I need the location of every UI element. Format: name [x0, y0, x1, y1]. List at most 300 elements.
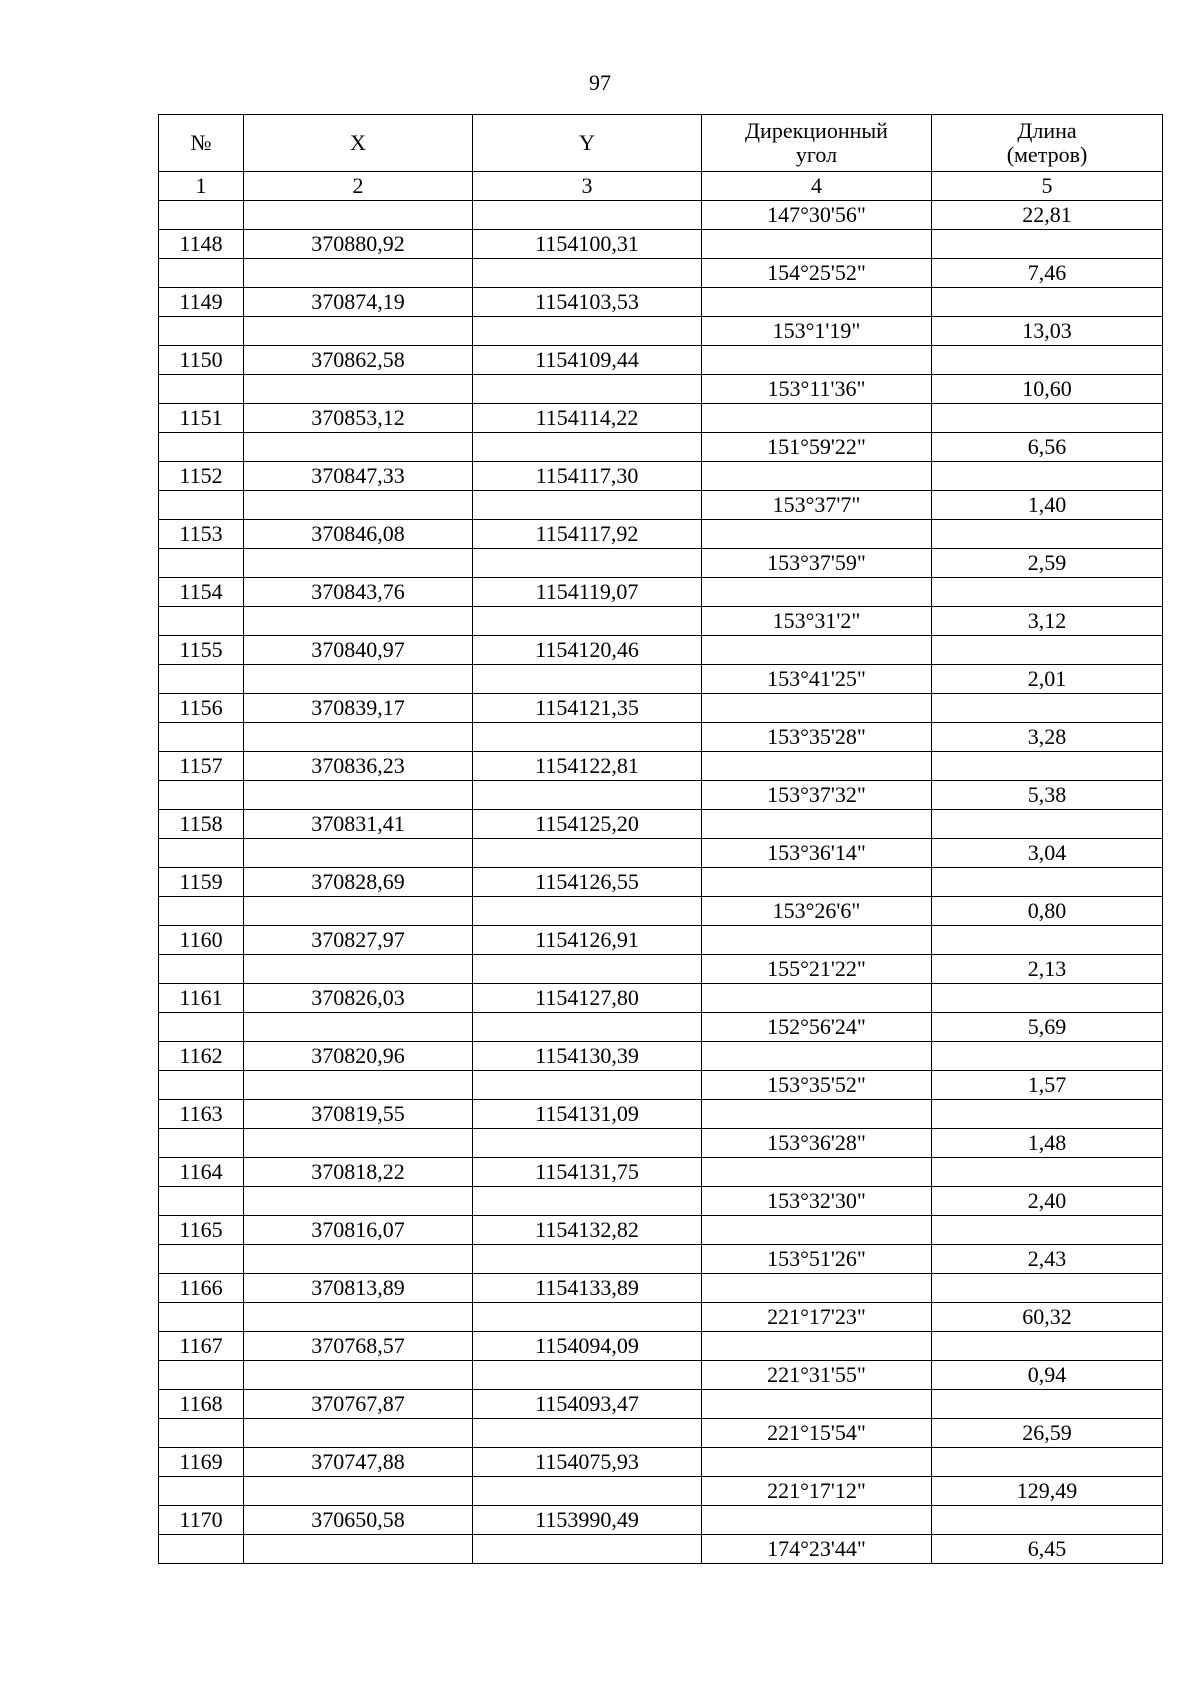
cell-number: 1150: [159, 346, 244, 375]
cell-direction-angle: 155°21'22": [702, 955, 932, 984]
cell-number: 1153: [159, 520, 244, 549]
table-header-row: [159, 115, 1163, 172]
cell-length: 1,48: [932, 1129, 1163, 1158]
cell-direction-angle: 153°36'28": [702, 1129, 932, 1158]
cell-length: [932, 462, 1163, 491]
cell-length: 2,43: [932, 1245, 1163, 1274]
cell-direction-angle: 221°15'54": [702, 1419, 932, 1448]
cell-x: [244, 433, 473, 462]
cell-direction-angle: [702, 694, 932, 723]
cell-direction-angle: [702, 1274, 932, 1303]
cell-y: 1154094,09: [473, 1332, 702, 1361]
cell-number: 1165: [159, 1216, 244, 1245]
cell-length: 6,56: [932, 433, 1163, 462]
cell-y: 1154093,47: [473, 1390, 702, 1419]
cell-length: [932, 1390, 1163, 1419]
cell-y: [473, 723, 702, 752]
cell-number: 1148: [159, 230, 244, 259]
cell-length: [932, 868, 1163, 897]
cell-length: 2,59: [932, 549, 1163, 578]
cell-x: 370840,97: [244, 636, 473, 665]
cell-y: [473, 607, 702, 636]
cell-x: [244, 491, 473, 520]
header-x: X: [244, 115, 473, 172]
table-row: [159, 230, 1163, 259]
table-row: [159, 1303, 1163, 1332]
table-row: [159, 723, 1163, 752]
cell-number: [159, 1071, 244, 1100]
cell-x: 370862,58: [244, 346, 473, 375]
cell-direction-angle: 151°59'22": [702, 433, 932, 462]
cell-length: 10,60: [932, 375, 1163, 404]
cell-length: [932, 230, 1163, 259]
cell-y: [473, 1187, 702, 1216]
table-row: [159, 1071, 1163, 1100]
table-row: [159, 1419, 1163, 1448]
cell-length: 0,94: [932, 1361, 1163, 1390]
cell-y: 1154100,31: [473, 230, 702, 259]
cell-x: 370827,97: [244, 926, 473, 955]
table-row: [159, 1187, 1163, 1216]
cell-direction-angle: [702, 1216, 932, 1245]
cell-x: 370846,08: [244, 520, 473, 549]
header-angle-line1: Дирекционный: [745, 118, 888, 143]
cell-y: [473, 1071, 702, 1100]
cell-x: [244, 955, 473, 984]
cell-length: [932, 1506, 1163, 1535]
cell-length: 2,13: [932, 955, 1163, 984]
cell-x: [244, 723, 473, 752]
cell-number: [159, 607, 244, 636]
cell-length: [932, 1332, 1163, 1361]
column-number: 4: [702, 172, 932, 201]
cell-number: 1158: [159, 810, 244, 839]
cell-length: [932, 1158, 1163, 1187]
table-row: [159, 259, 1163, 288]
cell-x: 370816,07: [244, 1216, 473, 1245]
cell-y: [473, 1013, 702, 1042]
cell-length: 26,59: [932, 1419, 1163, 1448]
table-row: [159, 1332, 1163, 1361]
table-row: [159, 1506, 1163, 1535]
cell-number: [159, 201, 244, 230]
cell-direction-angle: [702, 520, 932, 549]
cell-x: [244, 375, 473, 404]
table-row: [159, 1100, 1163, 1129]
cell-number: 1168: [159, 1390, 244, 1419]
cell-y: 1154122,81: [473, 752, 702, 781]
cell-x: 370747,88: [244, 1448, 473, 1477]
cell-number: 1160: [159, 926, 244, 955]
cell-x: 370847,33: [244, 462, 473, 491]
cell-direction-angle: [702, 810, 932, 839]
cell-x: [244, 1013, 473, 1042]
cell-number: [159, 1187, 244, 1216]
cell-y: 1154127,80: [473, 984, 702, 1013]
cell-y: [473, 1129, 702, 1158]
table-body: [159, 201, 1163, 1564]
cell-number: [159, 1419, 244, 1448]
table-row: [159, 491, 1163, 520]
cell-x: [244, 1071, 473, 1100]
cell-length: [932, 1448, 1163, 1477]
cell-direction-angle: [702, 868, 932, 897]
cell-number: 1163: [159, 1100, 244, 1129]
cell-direction-angle: [702, 462, 932, 491]
cell-x: [244, 259, 473, 288]
cell-number: 1166: [159, 1274, 244, 1303]
cell-number: 1157: [159, 752, 244, 781]
table-row: [159, 578, 1163, 607]
cell-direction-angle: 153°37'32": [702, 781, 932, 810]
table-row: [159, 636, 1163, 665]
cell-length: [932, 1042, 1163, 1071]
cell-length: 13,03: [932, 317, 1163, 346]
cell-x: [244, 1303, 473, 1332]
cell-x: [244, 839, 473, 868]
cell-number: [159, 375, 244, 404]
cell-number: 1159: [159, 868, 244, 897]
cell-x: [244, 201, 473, 230]
cell-direction-angle: [702, 1390, 932, 1419]
coordinates-table: [158, 114, 1163, 1564]
cell-number: 1161: [159, 984, 244, 1013]
cell-y: 1154103,53: [473, 288, 702, 317]
cell-length: [932, 1216, 1163, 1245]
cell-length: 6,45: [932, 1535, 1163, 1564]
cell-number: 1170: [159, 1506, 244, 1535]
cell-y: 1154120,46: [473, 636, 702, 665]
cell-length: [932, 1100, 1163, 1129]
cell-number: [159, 1129, 244, 1158]
cell-length: [932, 636, 1163, 665]
cell-x: 370820,96: [244, 1042, 473, 1071]
cell-direction-angle: 221°17'12": [702, 1477, 932, 1506]
page-number: 97: [589, 70, 611, 95]
cell-y: 1154130,39: [473, 1042, 702, 1071]
cell-x: 370831,41: [244, 810, 473, 839]
cell-y: [473, 839, 702, 868]
cell-number: [159, 259, 244, 288]
cell-number: [159, 1477, 244, 1506]
cell-direction-angle: [702, 926, 932, 955]
cell-length: 0,80: [932, 897, 1163, 926]
cell-number: 1152: [159, 462, 244, 491]
cell-direction-angle: [702, 1448, 932, 1477]
cell-number: [159, 1245, 244, 1274]
cell-x: 370767,87: [244, 1390, 473, 1419]
cell-x: [244, 1361, 473, 1390]
table-row: [159, 1361, 1163, 1390]
table-row: [159, 375, 1163, 404]
table-row: [159, 694, 1163, 723]
cell-direction-angle: [702, 1158, 932, 1187]
column-number: 3: [473, 172, 702, 201]
cell-number: [159, 1535, 244, 1564]
cell-number: 1162: [159, 1042, 244, 1071]
cell-y: [473, 201, 702, 230]
cell-length: 3,12: [932, 607, 1163, 636]
cell-direction-angle: [702, 346, 932, 375]
cell-direction-angle: [702, 636, 932, 665]
cell-length: [932, 694, 1163, 723]
cell-direction-angle: 221°31'55": [702, 1361, 932, 1390]
cell-number: [159, 897, 244, 926]
table-row: [159, 868, 1163, 897]
cell-length: 60,32: [932, 1303, 1163, 1332]
cell-length: 2,40: [932, 1187, 1163, 1216]
cell-length: 129,49: [932, 1477, 1163, 1506]
cell-direction-angle: 153°35'52": [702, 1071, 932, 1100]
cell-number: [159, 1013, 244, 1042]
cell-length: 3,28: [932, 723, 1163, 752]
cell-x: 370650,58: [244, 1506, 473, 1535]
cell-x: 370819,55: [244, 1100, 473, 1129]
cell-y: 1154131,09: [473, 1100, 702, 1129]
cell-x: 370826,03: [244, 984, 473, 1013]
cell-number: [159, 433, 244, 462]
table-row: [159, 317, 1163, 346]
cell-direction-angle: [702, 404, 932, 433]
cell-y: 1154117,92: [473, 520, 702, 549]
cell-x: [244, 317, 473, 346]
cell-direction-angle: 153°11'36": [702, 375, 932, 404]
cell-direction-angle: 147°30'56": [702, 201, 932, 230]
cell-length: 5,38: [932, 781, 1163, 810]
cell-x: [244, 897, 473, 926]
cell-length: 7,46: [932, 259, 1163, 288]
cell-number: [159, 723, 244, 752]
table-row: [159, 926, 1163, 955]
cell-number: [159, 549, 244, 578]
cell-length: [932, 520, 1163, 549]
cell-number: 1151: [159, 404, 244, 433]
table-row: [159, 752, 1163, 781]
cell-length: [932, 1274, 1163, 1303]
cell-length: 22,81: [932, 201, 1163, 230]
cell-x: 370813,89: [244, 1274, 473, 1303]
cell-number: 1167: [159, 1332, 244, 1361]
cell-y: 1154121,35: [473, 694, 702, 723]
table-row: [159, 839, 1163, 868]
cell-direction-angle: [702, 1332, 932, 1361]
cell-y: [473, 1361, 702, 1390]
cell-direction-angle: 153°26'6": [702, 897, 932, 926]
table-row: [159, 288, 1163, 317]
cell-y: 1154125,20: [473, 810, 702, 839]
cell-y: 1154131,75: [473, 1158, 702, 1187]
cell-x: 370768,57: [244, 1332, 473, 1361]
cell-y: [473, 1477, 702, 1506]
table-row: [159, 1013, 1163, 1042]
cell-y: [473, 665, 702, 694]
cell-x: 370843,76: [244, 578, 473, 607]
cell-direction-angle: 152°56'24": [702, 1013, 932, 1042]
table-row: [159, 1245, 1163, 1274]
cell-length: 1,57: [932, 1071, 1163, 1100]
cell-number: 1169: [159, 1448, 244, 1477]
cell-length: [932, 810, 1163, 839]
cell-length: 3,04: [932, 839, 1163, 868]
cell-x: [244, 1129, 473, 1158]
column-number: 1: [159, 172, 244, 201]
cell-number: [159, 839, 244, 868]
header-length-line1: Длина: [1017, 118, 1077, 143]
cell-direction-angle: 221°17'23": [702, 1303, 932, 1332]
cell-direction-angle: 153°36'14": [702, 839, 932, 868]
cell-y: [473, 1535, 702, 1564]
table-row: [159, 1129, 1163, 1158]
cell-length: 1,40: [932, 491, 1163, 520]
cell-y: [473, 259, 702, 288]
cell-y: [473, 1303, 702, 1332]
cell-direction-angle: 153°37'59": [702, 549, 932, 578]
cell-x: [244, 1535, 473, 1564]
cell-x: 370839,17: [244, 694, 473, 723]
cell-direction-angle: 153°31'2": [702, 607, 932, 636]
table-row: [159, 346, 1163, 375]
cell-direction-angle: [702, 1042, 932, 1071]
table-row: [159, 1448, 1163, 1477]
cell-length: 2,01: [932, 665, 1163, 694]
cell-number: [159, 1303, 244, 1332]
cell-y: [473, 897, 702, 926]
cell-y: 1154119,07: [473, 578, 702, 607]
cell-number: 1155: [159, 636, 244, 665]
header-number: №: [159, 115, 244, 172]
table-row: [159, 549, 1163, 578]
cell-y: [473, 549, 702, 578]
table-row: [159, 955, 1163, 984]
cell-direction-angle: 153°32'30": [702, 1187, 932, 1216]
table-row: [159, 1390, 1163, 1419]
header-length: [932, 115, 1163, 172]
cell-number: 1154: [159, 578, 244, 607]
cell-number: 1156: [159, 694, 244, 723]
table-row: [159, 984, 1163, 1013]
table-row: [159, 1274, 1163, 1303]
cell-y: 1154133,89: [473, 1274, 702, 1303]
cell-number: [159, 955, 244, 984]
cell-direction-angle: [702, 752, 932, 781]
cell-direction-angle: [702, 288, 932, 317]
table-row: [159, 201, 1163, 230]
table-row: [159, 897, 1163, 926]
cell-direction-angle: 153°51'26": [702, 1245, 932, 1274]
table-row: [159, 781, 1163, 810]
cell-direction-angle: 154°25'52": [702, 259, 932, 288]
cell-y: [473, 317, 702, 346]
cell-y: 1154126,91: [473, 926, 702, 955]
cell-length: [932, 578, 1163, 607]
cell-length: [932, 288, 1163, 317]
table-row: [159, 1477, 1163, 1506]
cell-y: [473, 1419, 702, 1448]
cell-length: [932, 346, 1163, 375]
cell-length: [932, 984, 1163, 1013]
cell-direction-angle: 153°37'7": [702, 491, 932, 520]
table-row: [159, 1042, 1163, 1071]
cell-x: 370818,22: [244, 1158, 473, 1187]
cell-length: [932, 752, 1163, 781]
cell-y: 1154126,55: [473, 868, 702, 897]
table-row: [159, 1535, 1163, 1564]
cell-direction-angle: [702, 578, 932, 607]
cell-y: 1153990,49: [473, 1506, 702, 1535]
table-row: [159, 462, 1163, 491]
cell-y: [473, 1245, 702, 1274]
cell-x: [244, 1245, 473, 1274]
cell-length: 5,69: [932, 1013, 1163, 1042]
table-row: [159, 433, 1163, 462]
column-number: 2: [244, 172, 473, 201]
cell-x: [244, 781, 473, 810]
header-angle-line2: угол: [795, 142, 838, 167]
cell-y: 1154075,93: [473, 1448, 702, 1477]
header-y: Y: [473, 115, 702, 172]
cell-x: 370836,23: [244, 752, 473, 781]
cell-length: [932, 926, 1163, 955]
table-row: [159, 520, 1163, 549]
table-row: [159, 404, 1163, 433]
cell-direction-angle: 174°23'44": [702, 1535, 932, 1564]
cell-x: [244, 549, 473, 578]
cell-number: 1149: [159, 288, 244, 317]
header-direction-angle: [702, 115, 932, 172]
table-row: [159, 607, 1163, 636]
table-row: [159, 1158, 1163, 1187]
cell-direction-angle: [702, 1506, 932, 1535]
cell-y: 1154132,82: [473, 1216, 702, 1245]
table-row: [159, 810, 1163, 839]
cell-x: [244, 1187, 473, 1216]
cell-number: [159, 317, 244, 346]
cell-x: 370853,12: [244, 404, 473, 433]
cell-x: [244, 1419, 473, 1448]
cell-direction-angle: 153°41'25": [702, 665, 932, 694]
cell-y: [473, 433, 702, 462]
cell-direction-angle: [702, 984, 932, 1013]
table-row: [159, 1216, 1163, 1245]
cell-number: [159, 781, 244, 810]
cell-length: [932, 404, 1163, 433]
cell-y: 1154109,44: [473, 346, 702, 375]
cell-number: [159, 1361, 244, 1390]
column-number: 5: [932, 172, 1163, 201]
cell-y: [473, 955, 702, 984]
cell-y: [473, 491, 702, 520]
cell-y: [473, 375, 702, 404]
cell-x: [244, 1477, 473, 1506]
cell-y: [473, 781, 702, 810]
cell-x: 370828,69: [244, 868, 473, 897]
column-number-row: [159, 172, 1163, 201]
cell-x: [244, 607, 473, 636]
cell-x: 370880,92: [244, 230, 473, 259]
cell-y: 1154114,22: [473, 404, 702, 433]
cell-direction-angle: [702, 1100, 932, 1129]
header-length-line2: (метров): [1006, 142, 1088, 167]
cell-x: [244, 665, 473, 694]
table-row: [159, 665, 1163, 694]
cell-number: [159, 665, 244, 694]
cell-direction-angle: 153°35'28": [702, 723, 932, 752]
cell-direction-angle: [702, 230, 932, 259]
cell-y: 1154117,30: [473, 462, 702, 491]
cell-number: [159, 491, 244, 520]
cell-direction-angle: 153°1'19": [702, 317, 932, 346]
cell-x: 370874,19: [244, 288, 473, 317]
